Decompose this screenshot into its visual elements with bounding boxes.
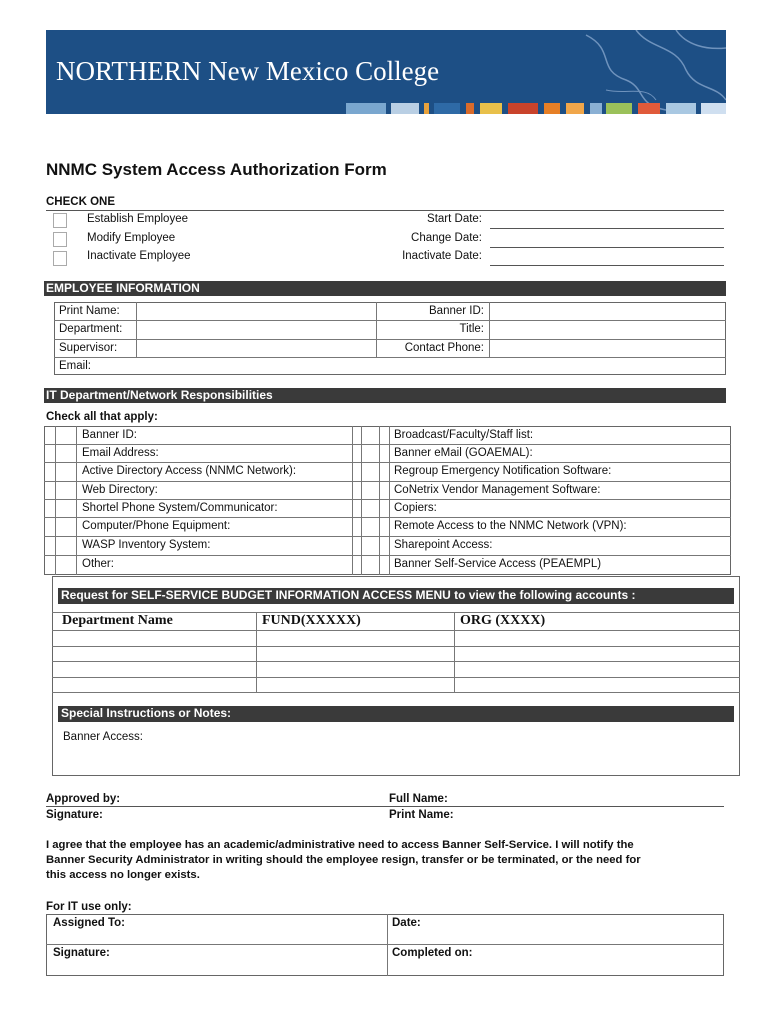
college-name: NORTHERN New Mexico College [56, 56, 440, 86]
email-label: Email: [59, 360, 91, 372]
it-item-label: WASP Inventory System: [82, 539, 211, 551]
it-checkbox[interactable] [56, 537, 76, 554]
it-item-label: Email Address: [82, 447, 159, 459]
change-date-field[interactable] [490, 247, 724, 248]
it-item-label: Active Directory Access (NNMC Network): [82, 465, 297, 477]
contact-phone-field[interactable] [490, 340, 725, 357]
inactivate-date-label: Inactivate Date: [402, 250, 482, 262]
divider [352, 426, 353, 575]
divider [44, 517, 731, 518]
it-item-label: Regroup Emergency Notification Software: [394, 465, 612, 477]
banner-id-field[interactable] [490, 303, 725, 320]
department-label: Department: [59, 323, 123, 335]
divider [52, 661, 740, 662]
col-fund: FUND(XXXXX) [262, 613, 361, 628]
divider [52, 630, 740, 631]
signature-label: Signature: [46, 809, 103, 821]
it-item-label: Web Directory: [82, 484, 158, 496]
it-item-label: Sharepoint Access: [394, 539, 493, 551]
check-one-rule [46, 210, 724, 211]
email-field[interactable] [137, 358, 725, 374]
banner-stripe [566, 103, 584, 114]
banner-stripe [391, 103, 419, 114]
divider [46, 944, 724, 945]
divider [376, 302, 377, 358]
date-label: Date: [392, 917, 421, 929]
divider [44, 444, 731, 445]
print-name-label: Print Name: [59, 305, 120, 317]
check-all-label: Check all that apply: [46, 411, 158, 423]
divider [389, 426, 390, 575]
banner-stripe [666, 103, 696, 114]
banner-stripe [701, 103, 726, 114]
modify-checkbox[interactable] [53, 232, 67, 247]
banner-stripe [346, 103, 386, 114]
print-name-approval-label: Print Name: [389, 809, 454, 821]
divider [44, 536, 731, 537]
it-checkbox[interactable] [56, 500, 76, 517]
banner-access-label: Banner Access: [63, 731, 143, 743]
it-item-label: CoNetrix Vendor Management Software: [394, 484, 601, 496]
department-field[interactable] [137, 321, 375, 338]
it-item-label: Banner ID: [82, 429, 137, 441]
divider [379, 426, 380, 575]
establish-label: Establish Employee [87, 213, 188, 225]
divider [44, 481, 731, 482]
agreement-line-1: I agree that the employee has an academic/administrative need to access Banner Self-Service. I will notify the [46, 839, 634, 851]
it-item-label: Banner Self-Service Access (PEAEMPL) [394, 558, 602, 570]
full-name-label: Full Name: [389, 793, 448, 805]
map-graphic [556, 30, 726, 114]
start-date-field[interactable] [490, 228, 724, 229]
start-date-label: Start Date: [427, 213, 482, 225]
it-item-label: Shortel Phone System/Communicator: [82, 502, 278, 514]
it-checkbox[interactable] [56, 427, 76, 444]
assigned-to-label: Assigned To: [53, 917, 125, 929]
banner-stripe [638, 103, 660, 114]
completed-on-label: Completed on: [392, 947, 473, 959]
divider [387, 914, 388, 976]
it-item-label: Copiers: [394, 502, 437, 514]
banner-stripe [508, 103, 538, 114]
divider [76, 426, 77, 575]
agreement-line-2: Banner Security Administrator in writing should the employee resign, transfer or be terminated, or the need for [46, 854, 641, 866]
title-field[interactable] [490, 321, 725, 338]
special-instructions-heading: Special Instructions or Notes: [58, 706, 734, 722]
it-item-label: Banner eMail (GOAEMAL): [394, 447, 533, 459]
it-checkbox[interactable] [56, 518, 76, 535]
it-item-label: Other: [82, 558, 114, 570]
it-item-label: Remote Access to the NNMC Network (VPN): [394, 520, 627, 532]
banner-stripe [424, 103, 429, 114]
notes-field[interactable] [150, 728, 730, 772]
it-checkbox[interactable] [362, 556, 379, 574]
divider [454, 612, 455, 692]
banner-stripe [544, 103, 560, 114]
banner-stripe [590, 103, 602, 114]
it-checkbox[interactable] [56, 482, 76, 499]
college-banner [46, 30, 726, 114]
supervisor-field[interactable] [137, 340, 375, 357]
budget-heading: Request for SELF-SERVICE BUDGET INFORMATION ACCESS MENU to view the following accounts : [58, 588, 734, 604]
agreement-line-3: this access no longer exists. [46, 869, 200, 881]
it-checkbox[interactable] [362, 482, 379, 499]
employee-info-heading: EMPLOYEE INFORMATION [44, 281, 726, 296]
it-signature-label: Signature: [53, 947, 110, 959]
establish-checkbox[interactable] [53, 213, 67, 228]
banner-stripe [466, 103, 474, 114]
approved-by-label: Approved by: [46, 793, 121, 805]
inactivate-date-field[interactable] [490, 265, 724, 266]
it-item-label: Computer/Phone Equipment: [82, 520, 231, 532]
it-item-label: Broadcast/Faculty/Staff list: [394, 429, 534, 441]
contact-phone-label: Contact Phone: [404, 342, 484, 354]
divider [52, 677, 740, 678]
divider [52, 692, 740, 693]
banner-id-label: Banner ID: [429, 305, 484, 317]
it-checkbox[interactable] [362, 537, 379, 554]
it-checkbox[interactable] [362, 463, 379, 480]
change-date-label: Change Date: [411, 232, 482, 244]
it-checkbox[interactable] [362, 445, 379, 462]
it-use-heading: For IT use only: [46, 901, 132, 913]
print-name-field[interactable] [137, 303, 375, 320]
it-checkbox[interactable] [56, 556, 76, 574]
it-checkbox[interactable] [56, 463, 76, 480]
divider [256, 612, 257, 692]
banner-stripe [480, 103, 502, 114]
supervisor-label: Supervisor: [59, 342, 118, 354]
col-department-name: Department Name [62, 613, 173, 628]
title-label: Title: [459, 323, 484, 335]
divider [52, 646, 740, 647]
divider [44, 555, 731, 556]
it-checkbox[interactable] [362, 427, 379, 444]
approval-rule [46, 806, 724, 807]
col-org: ORG (XXXX) [460, 613, 546, 628]
it-checkbox[interactable] [362, 500, 379, 517]
it-checkbox[interactable] [56, 445, 76, 462]
it-checkbox[interactable] [362, 518, 379, 535]
check-one-heading: CHECK ONE [46, 196, 116, 208]
it-use-box [46, 914, 724, 976]
divider [44, 499, 731, 500]
modify-label: Modify Employee [87, 232, 176, 244]
banner-stripe [606, 103, 632, 114]
banner-stripe [434, 103, 460, 114]
it-dept-heading: IT Department/Network Responsibilities [44, 388, 726, 403]
inactivate-checkbox[interactable] [53, 251, 67, 266]
form-title: NNMC System Access Authorization Form [46, 160, 387, 179]
inactivate-label: Inactivate Employee [87, 250, 191, 262]
divider [44, 462, 731, 463]
